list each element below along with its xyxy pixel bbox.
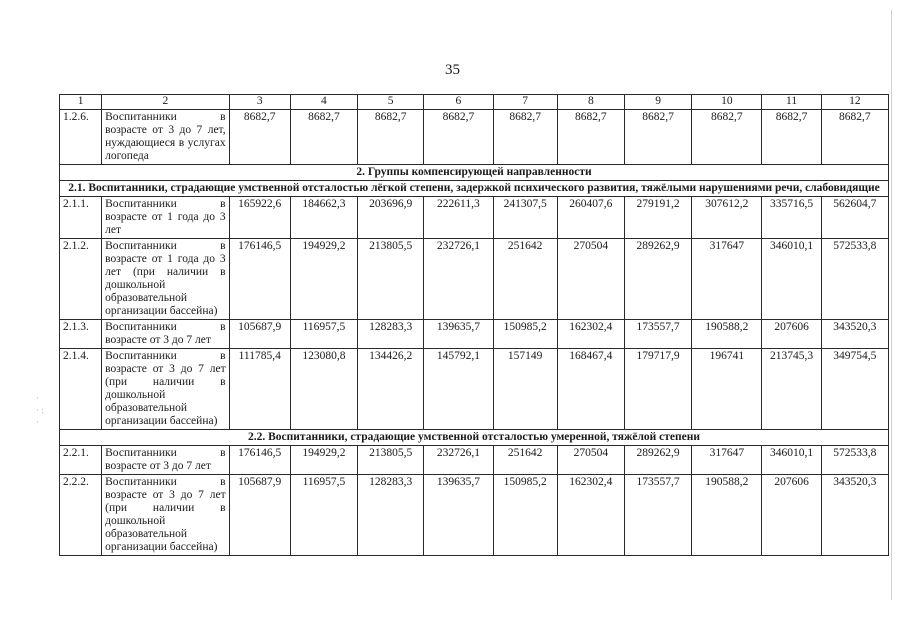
value-cell: 346010,1	[762, 446, 821, 475]
column-number-cell: 11	[762, 95, 821, 110]
value-cell: 116957,5	[290, 320, 357, 349]
value-cell: 173557,7	[624, 475, 691, 556]
value-cell: 190588,2	[692, 475, 762, 556]
value-cell: 139635,7	[424, 320, 493, 349]
value-cell: 196741	[692, 349, 762, 430]
value-cell: 8682,7	[692, 110, 762, 165]
cost-table	[59, 94, 889, 556]
row-code: 2.1.4.	[60, 349, 102, 430]
value-cell: 572533,8	[821, 239, 888, 320]
row-code: 2.2.1.	[60, 446, 102, 475]
value-cell: 8682,7	[290, 110, 357, 165]
section-heading: 2.1. Воспитанники, страдающие умственной отсталостью лёгкой степени, задержкой психического развития, тяжёлыми нарушениями речи, слабовидящие	[60, 181, 889, 197]
value-cell: 8682,7	[424, 110, 493, 165]
value-cell: 8682,7	[229, 110, 290, 165]
row-code: 1.2.6.	[60, 110, 102, 165]
column-number-cell: 9	[624, 95, 691, 110]
value-cell: 128283,3	[358, 475, 424, 556]
section-heading: 2.2. Воспитанники, страдающие умственной отсталостью умеренной, тяжёлой степени	[60, 430, 889, 446]
value-cell: 157149	[493, 349, 557, 430]
value-cell: 194929,2	[290, 239, 357, 320]
scan-artifact: · · : ·	[36, 393, 44, 427]
value-cell: 173557,7	[624, 320, 691, 349]
value-cell: 260407,6	[557, 197, 624, 239]
value-cell: 222611,3	[424, 197, 493, 239]
column-number-cell: 5	[358, 95, 424, 110]
row-description: Воспитанники в возрасте от 1 года до 3 лет (при наличии в дошкольной образовательной организации бассейна)	[102, 239, 229, 320]
value-cell: 128283,3	[358, 320, 424, 349]
value-cell: 317647	[692, 446, 762, 475]
column-number-cell: 4	[290, 95, 357, 110]
row-code: 2.2.2.	[60, 475, 102, 556]
value-cell: 241307,5	[493, 197, 557, 239]
column-number-cell: 2	[102, 95, 229, 110]
value-cell: 251642	[493, 446, 557, 475]
value-cell: 190588,2	[692, 320, 762, 349]
row-code: 2.1.2.	[60, 239, 102, 320]
value-cell: 343520,3	[821, 320, 888, 349]
page-number: 35	[445, 62, 460, 78]
column-number-cell: 12	[821, 95, 888, 110]
value-cell: 194929,2	[290, 446, 357, 475]
value-cell: 270504	[557, 239, 624, 320]
column-number-cell: 1	[60, 95, 102, 110]
row-description: Воспитанники в возрасте от 3 до 7 лет (при наличии в дошкольной образовательной организации бассейна)	[102, 475, 229, 556]
value-cell: 232726,1	[424, 239, 493, 320]
value-cell: 562604,7	[821, 197, 888, 239]
column-number-cell: 8	[557, 95, 624, 110]
value-cell: 139635,7	[424, 475, 493, 556]
value-cell: 123080,8	[290, 349, 357, 430]
value-cell: 134426,2	[358, 349, 424, 430]
row-description: Воспитанники в возрасте от 3 до 7 лет (при наличии в дошкольной образовательной организации бассейна)	[102, 349, 229, 430]
value-cell: 8682,7	[557, 110, 624, 165]
table-row	[60, 110, 889, 165]
section-heading-row	[60, 430, 889, 446]
value-cell: 251642	[493, 239, 557, 320]
row-code: 2.1.3.	[60, 320, 102, 349]
section-heading-row	[60, 165, 889, 181]
row-description: Воспитанники в возрасте от 3 до 7 лет	[102, 320, 229, 349]
value-cell: 8682,7	[624, 110, 691, 165]
value-cell: 307612,2	[692, 197, 762, 239]
value-cell: 279191,2	[624, 197, 691, 239]
row-description: Воспитанники в возрасте от 3 до 7 лет, нуждающиеся в услугах логопеда	[102, 110, 229, 165]
value-cell: 232726,1	[424, 446, 493, 475]
value-cell: 289262,9	[624, 446, 691, 475]
value-cell: 116957,5	[290, 475, 357, 556]
table-row	[60, 197, 889, 239]
section-heading-row	[60, 181, 889, 197]
value-cell: 349754,5	[821, 349, 888, 430]
value-cell: 8682,7	[493, 110, 557, 165]
value-cell: 8682,7	[762, 110, 821, 165]
value-cell: 203696,9	[358, 197, 424, 239]
value-cell: 335716,5	[762, 197, 821, 239]
value-cell: 270504	[557, 446, 624, 475]
value-cell: 111785,4	[229, 349, 290, 430]
value-cell: 162302,4	[557, 320, 624, 349]
value-cell: 213805,5	[358, 239, 424, 320]
value-cell: 165922,6	[229, 197, 290, 239]
value-cell: 8682,7	[821, 110, 888, 165]
value-cell: 176146,5	[229, 446, 290, 475]
table-row	[60, 239, 889, 320]
value-cell: 8682,7	[358, 110, 424, 165]
table-row	[60, 475, 889, 556]
value-cell: 289262,9	[624, 239, 691, 320]
column-number-cell: 10	[692, 95, 762, 110]
value-cell: 207606	[762, 475, 821, 556]
value-cell: 179717,9	[624, 349, 691, 430]
value-cell: 572533,8	[821, 446, 888, 475]
table-row	[60, 446, 889, 475]
table-header-row	[60, 95, 889, 110]
column-number-cell: 6	[424, 95, 493, 110]
value-cell: 145792,1	[424, 349, 493, 430]
value-cell: 150985,2	[493, 320, 557, 349]
value-cell: 105687,9	[229, 475, 290, 556]
row-description: Воспитанники в возрасте от 1 года до 3 лет	[102, 197, 229, 239]
value-cell: 184662,3	[290, 197, 357, 239]
value-cell: 213805,5	[358, 446, 424, 475]
value-cell: 343520,3	[821, 475, 888, 556]
scan-edge-line	[891, 10, 892, 600]
value-cell: 176146,5	[229, 239, 290, 320]
value-cell: 105687,9	[229, 320, 290, 349]
table-row	[60, 349, 889, 430]
table-row	[60, 320, 889, 349]
value-cell: 346010,1	[762, 239, 821, 320]
column-number-cell: 3	[229, 95, 290, 110]
column-number-cell: 7	[493, 95, 557, 110]
row-description: Воспитанники в возрасте от 3 до 7 лет	[102, 446, 229, 475]
value-cell: 162302,4	[557, 475, 624, 556]
value-cell: 207606	[762, 320, 821, 349]
value-cell: 168467,4	[557, 349, 624, 430]
section-heading: 2. Группы компенсирующей направленности	[60, 165, 889, 181]
value-cell: 150985,2	[493, 475, 557, 556]
value-cell: 213745,3	[762, 349, 821, 430]
value-cell: 317647	[692, 239, 762, 320]
row-code: 2.1.1.	[60, 197, 102, 239]
